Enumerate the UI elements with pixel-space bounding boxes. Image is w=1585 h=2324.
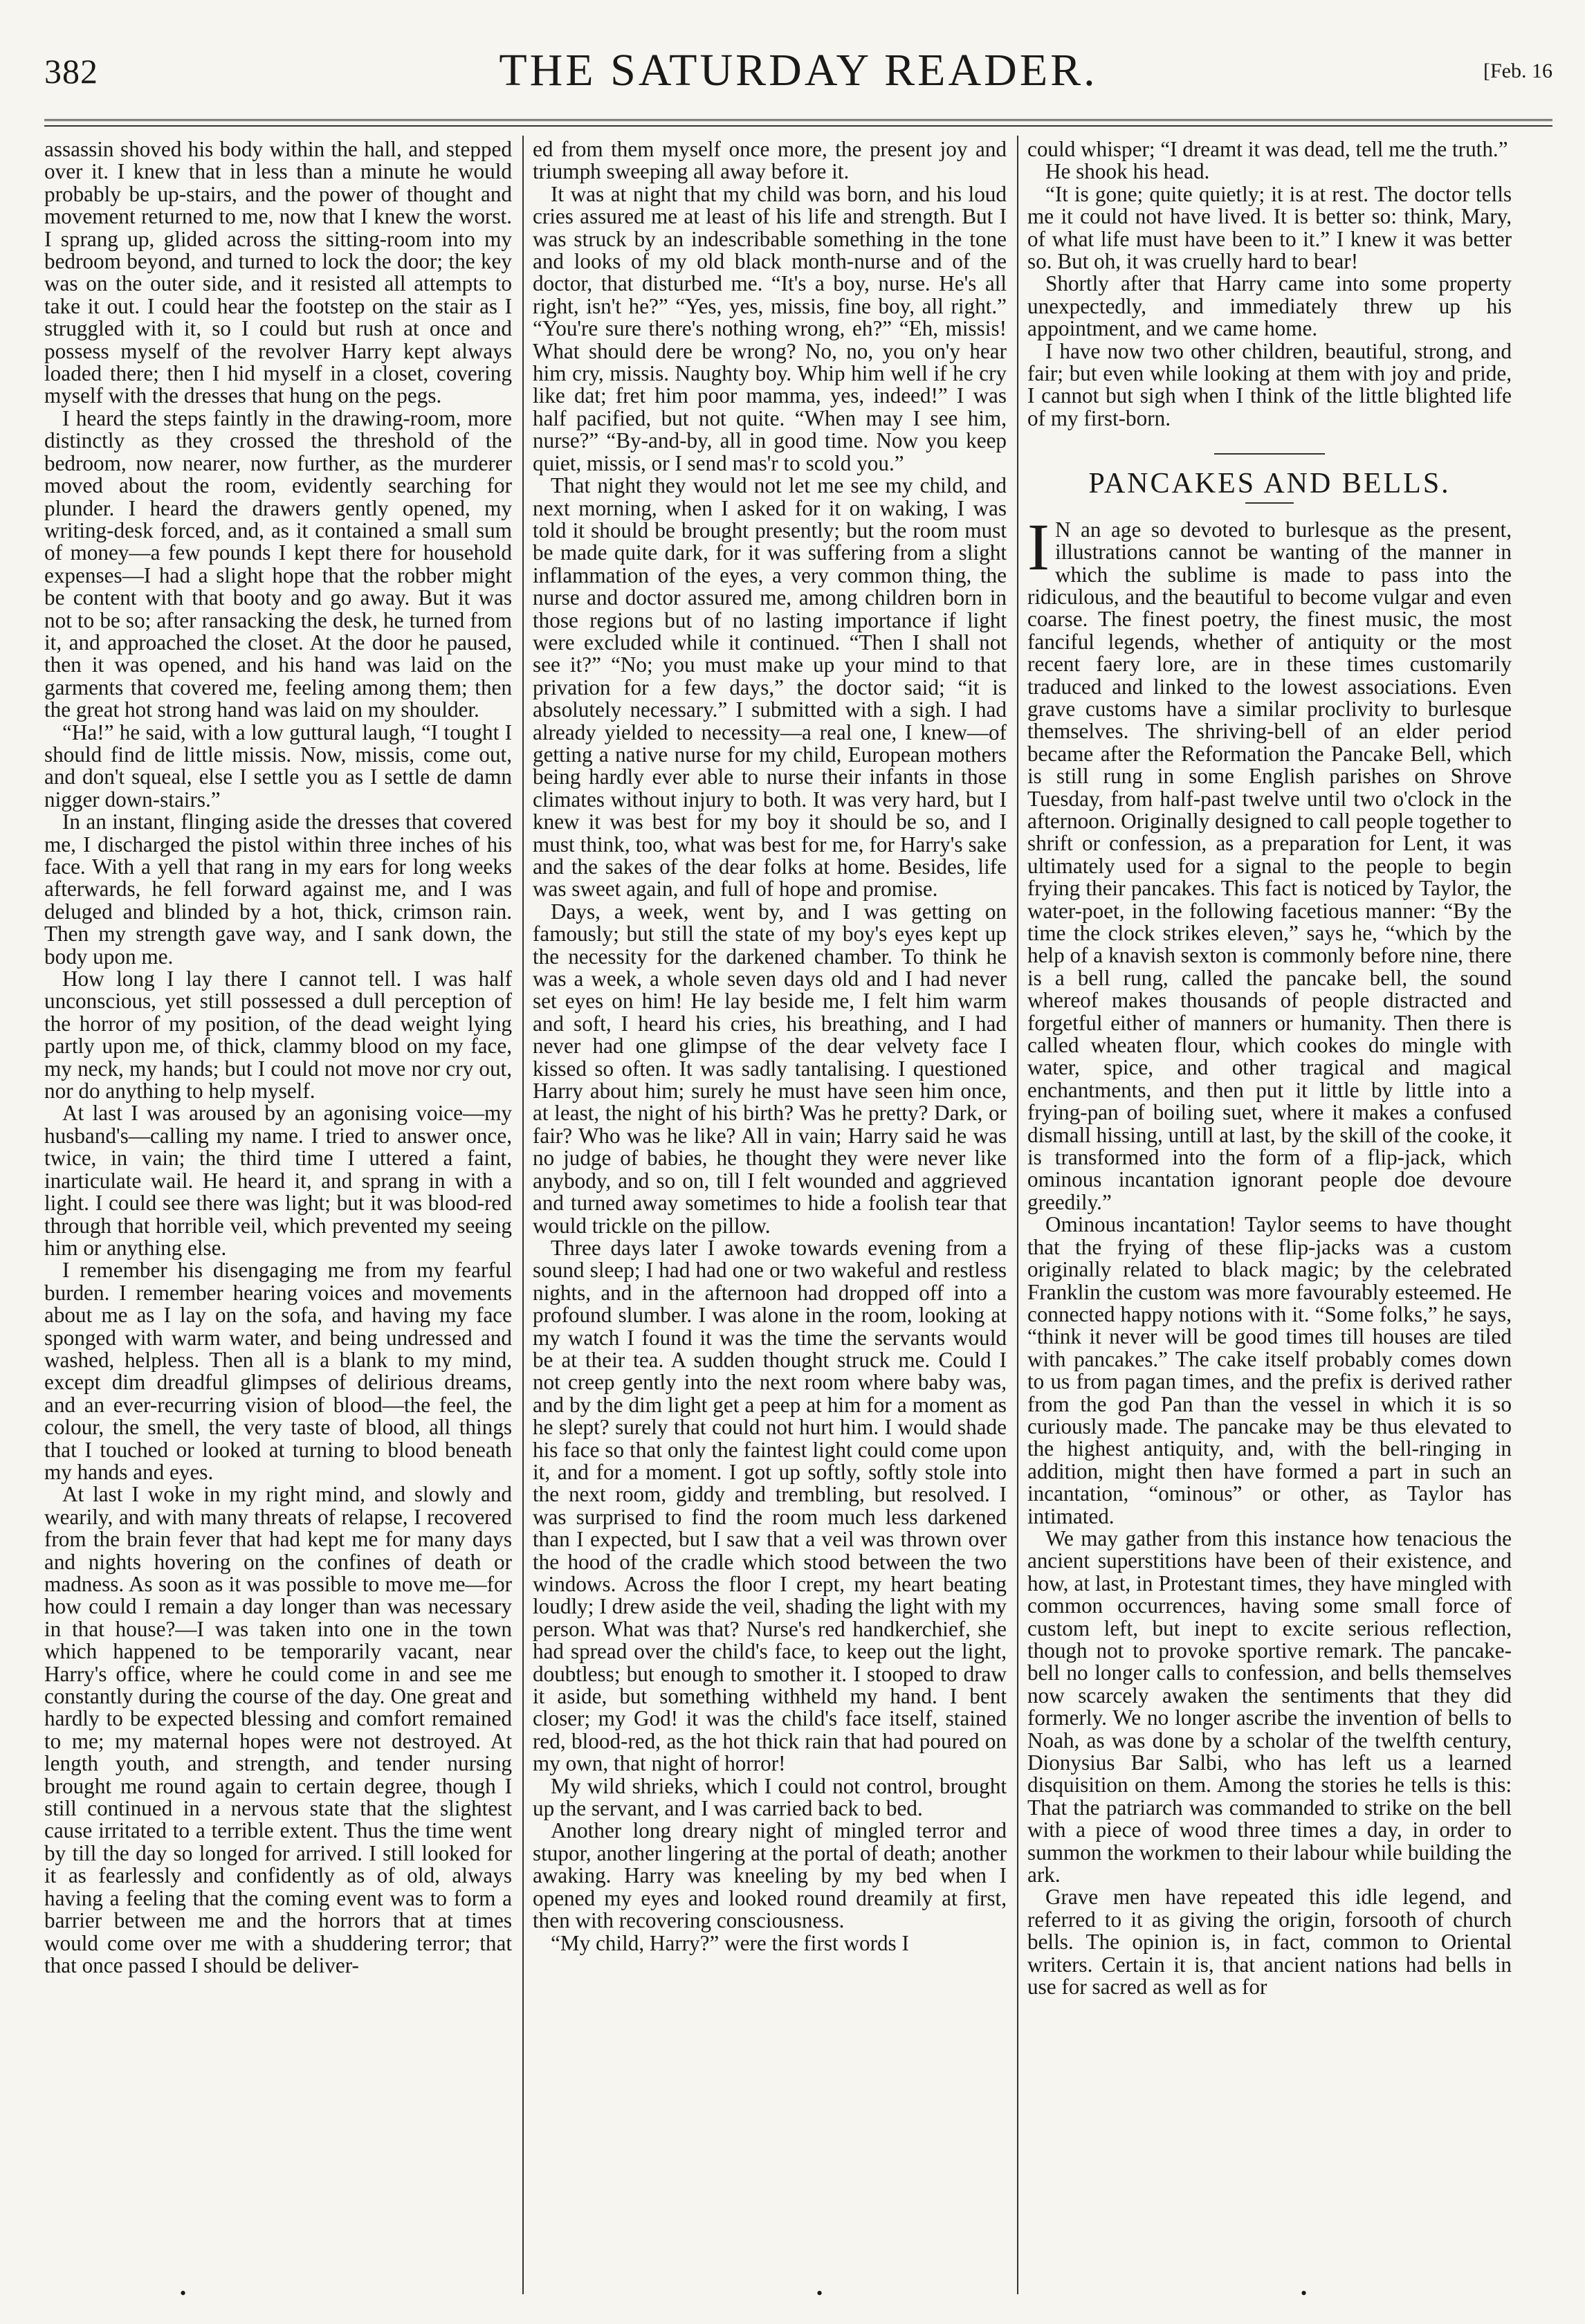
masthead xyxy=(44,42,1552,104)
paragraph: Ominous incantation! Taylor seems to have thought that the frying of these flip-jacks was a custom originally related to black magic; by the celebrated Franklin the custom was more favourably esteemed. He connected happy notions with it. “Some folks,” he says, “think it never will be good times till houses are tiled with pancakes.” The cake itself probably comes down to us from pagan times, and the prefix is derived rather from the god Pan than the vessel in which it is so curiously made. The pancake may be thus elevated to the highest antiquity, and, with the bell-ringing in addition, might then have formed a part in such an incantation, “ominous” or other, as Taylor has intimated. xyxy=(1027,1212,1512,1528)
paragraph: In an instant, flinging aside the dresses that covered me, I discharged the pistol within three inches of his face. With a yell that rang in my ears for long weeks afterwards, he fell forward against me, and I was deluged and blinded by a hot, thick, crimson rain. Then my strength gave way, and I sank down, the body upon me. xyxy=(44,809,512,969)
paragraph: He shook his head. xyxy=(1045,159,1210,184)
paragraph: assassin shoved his body within the hall, and stepped over it. I knew that in less than a minute he would probably be up-stairs, and the power of thought and movement returned to me, now that I knew the worst. I sprang up, glided across the sitting-room into my bedroom beyond, and turned to lock the door; the key was on the outer side, and it resisted all attempts to take it out. I could hear the footstep on the stair as I struggled with it, so I could but rush at once and possess myself of the revolver Harry kept always loaded there; then I hid myself in a closet, covering myself with the dresses that hung on the pegs. xyxy=(44,138,512,408)
column-rule xyxy=(522,136,524,2294)
paragraph: Shortly after that Harry came into some property unexpectedly, and immediately threw up his appointment, and we came home. xyxy=(1027,271,1512,341)
paragraph xyxy=(1027,509,1512,1214)
title-rule xyxy=(1245,502,1294,504)
paragraph: Days, a week, went by, and I was getting on famously; but still the state of my boy's eyes kept up the necessity for the darkened chamber. To think he was a week, a whole seven days old and I had never set eyes on him! He lay beside me, I felt him warm and soft, I heard his cries, his breathing, and I had never had one glimpse of the dear velvety face I kissed so often. It was sadly tantalising. I questioned Harry about him; surely he must have seen him once, at least, the night of his birth? Was he pretty? Dark, or fair? Who was he like? All in vain; Harry said he was no judge of babies, he thought they were never like anybody, and so on, till I felt wounded and aggrieved and turned away sometimes to hide a foolish tear that would trickle on the pillow. xyxy=(533,899,1007,1238)
issue-date: [Feb. 16 xyxy=(1483,60,1552,82)
paragraph: How long I lay there I cannot tell. I was half unconscious, yet still possessed a dull perception of the horror of my position, of the dead weight lying partly upon me, of thick, clammy blood on my face, my neck, my hands; but I could not move nor cry out, nor do anything to help myself. xyxy=(44,967,512,1104)
paragraph: “My child, Harry?” were the first words I xyxy=(551,1930,909,1955)
paragraph: “Ha!” he said, with a low guttural laugh, “I tought I should find de little missis. Now, missis, come out, and don't squeal, else I settle you as I settle de damn nigger down-stairs.” xyxy=(44,720,512,812)
paragraph: At last I was aroused by an agonising voice—my husband's—calling my name. I tried to answer once, twice, in vain; the third time I uttered a faint, inarticulate wail. He heard it, and sprang in with a light. I could see there was light; but it was blood-red through that horrible veil, which prevented my seeing him or anything else. xyxy=(44,1101,512,1260)
bottom-dot: • xyxy=(180,2283,187,2303)
paragraph-text: N an age so devoted to burlesque as the present, illustrations cannot be wanting of the manner in which the sublime is made to pass into the ridiculous, and the beautiful to become vulgar and even coarse. The finest poetry, the finest music, the most fanciful legends, whether of antiquity or the most recent faery lore, are in these times customarily traduced and linked to the lowest associations. Even grave customs have a similar proclivity to burlesque themselves. The shriving-bell of an elder period became after the Reformation the Pancake Bell, which is still rung in some English parishes on Shrove Tuesday, from half-past twelve until two o'clock in the afternoon. Originally designed to call people together to shrift or confession, as a preparation for Lent, it was ultimately used for a signal to the people to begin frying their pancakes. This fact is noticed by Taylor, the water-poet, in the following facetious manner: “By the time the clock strikes eleven,” says he, “which by the help of a knavish sexton is commonly before nine, there is a bell rung, called the pancake bell, the sound whereof makes thousands of people distracted and forgetful either of manners or humanity. Then there is called wheaten flour, which cookes do mingle with water, spice, and other tragical and magical enchantments, and then put it little by little into a frying-pan of boiling suet, where it makes a confused dismall hissing, untill at last, by the skill of the cooke, it is transformed into the form of a flip-jack, which ominous incantation ignorant people doe devoure greedily.” xyxy=(1027,517,1512,1214)
paragraph: could whisper; “I dreamt it was dead, tell me the truth.” xyxy=(1027,138,1508,161)
section-divider xyxy=(1214,453,1325,455)
paragraph: Grave men have repeated this idle legend, and referred to it as giving the origin, forsooth of church bells. The opinion is, in fact, common to Oriental writers. Certain it is, that ancient nations had bells in use for sacred as well as for xyxy=(1027,1885,1512,2000)
paragraph: It was at night that my child was born, and his loud cries assured me at least of his life and strength. But I was struck by an indescribable something in the tone and looks of my old black month-nurse and of the doctor, that disturbed me. “It's a boy, nurse. He's all right, isn't he?” “Yes, yes, missis, fine boy, all right.” “You're sure there's nothing wrong, eh?” “Eh, missis! What should dere be wrong? No, no, you on'y hear him cry, missis. Naughty boy. Whip him well if he cry like dat; fret him poor mamma, yes, indeed!” I was half pacified, but not quite. “When may I see him, nurse?” “By-and-by, all in good time. Now you keep quiet, missis, or I send mas'r to scold you.” xyxy=(533,181,1007,475)
drop-cap: I xyxy=(1027,509,1050,584)
paragraph: My wild shrieks, which I could not control, brought up the servant, and I was carried back to bed. xyxy=(533,1773,1007,1821)
article-title: PANCAKES AND BELLS. xyxy=(1088,468,1451,500)
column-right xyxy=(1027,138,1512,2290)
paragraph: I heard the steps faintly in the drawing-room, more distinctly as they crossed the threshold of the bedroom, now nearer, now further, as the murderer moved about the room, evidently searching for plunder. I heard the drawers gently opened, my writing-desk forced, and, as it contained a small sum of money—a few pounds I kept there for household expenses—I had a slight hope that the robber might be content with that booty and go away. But it was not to be so; after ransacking the desk, he turned from it, and approached the closet. At the door he paused, then it was opened, and his hand was laid on the garments that covered me, feeling among them; then the great hot strong hand was laid on my shoulder. xyxy=(44,405,512,722)
paragraph: At last I woke in my right mind, and slowly and wearily, and with many threats of relapse, I recovered from the brain fever that had kept me for many days and nights hovering on the confines of death or madness. As soon as it was possible to move me—for how could I remain a day longer than was necessary in that house?—I was taken into one in the town which happened to be temporarily vacant, near Harry's office, where he could come in and see me constantly during the course of the day. One great and hardly to be expected blessing and comfort remained to me; my maternal hopes were not destroyed. At length youth, and strength, and tender nursing brought me round again to certain degree, though I still continued in a nervous state that the slightest cause irritated to a terrible extent. Thus the time went by till the day so longed for arrived. I still looked for it as fearlessly and confidently as of old, always having a feeling that the coming event was to form a barrier between me and the horrors that at times would come over me with a shuddering terror; that that once passed I should be deliver- xyxy=(44,1482,512,1977)
paragraph: I remember his disengaging me from my fearful burden. I remember hearing voices and movements about me as I lay on the sofa, and having my face sponged with warm water, and being undressed and washed, helpless. Then all is a blank to my mind, except dim dreadful glimpses of delirious dreams, and an ever-recurring vision of blood—the feel, the colour, the smell, the very taste of blood, all things that I touched or looked at turning to blood beneath my hands and eyes. xyxy=(44,1258,512,1484)
paragraph: Three days later I awoke towards evening from a sound sleep; I had had one or two wakeful and restless nights, and in the afternoon had dropped off into a profound slumber. I was alone in the room, looking at my watch I found it was the time the servants would be at their tea. A sudden thought struck me. Could I not creep gently into the next room where baby was, and by the dim light get a peep at him for a moment as he slept? surely that could not hurt him. I would shade his face so that only the faintest light could come upon it, and for a moment. I got up softly, softly stole into the next room, giddy and trembling, but resolved. I was surprised to find the room much less darkened than I expected, but I saw that a veil was thrown over the hood of the cradle which stood between the two windows. Across the floor I crept, my heart beating loudly; I drew aside the veil, shading the light with my person. What was that? Nurse's red handkerchief, she had spread over the child's face, to keep out the light, doubtless; but enough to smother it. I stooped to draw it aside, but something withheld my hand. I bent closer; my God! it was the child's face itself, stained red, blood-red, as the hot thick rain that had poured on my own, that night of horror! xyxy=(533,1235,1007,1776)
bottom-dot: • xyxy=(816,2283,823,2303)
paragraph: ed from them myself once more, the present joy and triumph sweeping all away before it. xyxy=(533,138,1007,184)
masthead-rule xyxy=(44,119,1552,127)
paragraph: “It is gone; quite quietly; it is at rest. The doctor tells me it could not have lived. It is better so: think, Mary, of what life must have been to it.” I knew it was better so. But oh, it was cruelly hard to bear! xyxy=(1027,181,1512,274)
page-number: 382 xyxy=(44,52,98,91)
column-middle xyxy=(533,138,1007,2290)
paper-title: THE SATURDAY READER. xyxy=(499,45,1098,95)
paragraph: I have now two other children, beautiful, strong, and fair; but even while looking at them with joy and pride, I cannot but sigh when I think of the little blighted life of my first-born. xyxy=(1027,338,1512,430)
bottom-dot: • xyxy=(1301,2283,1308,2303)
paragraph: We may gather from this instance how tenacious the ancient superstitions have been of their existence, and how, at last, in Protestant times, they have mingled with common occurrences, having some small force of custom left, but inept to excite serious reflection, though not to provoke sportive remark. The pancake-bell no longer calls to confession, and bells themselves now scarcely awaken the sentiments that they did formerly. We no longer ascribe the invention of bells to Noah, as was done by a scholar of the twelfth century, Dionysius Bar Salbi, who has left us a learned disquisition on them. Among the stories he tells is this: That the patriarch was commanded to strike on the bell with a piece of wood three times a day, in order to summon the workmen to their labour while building the ark. xyxy=(1027,1526,1512,1887)
paragraph: That night they would not let me see my child, and next morning, when I asked for it on waking, I was told it should be brought presently; but the room must be made quite dark, for it was suffering from a slight inflammation of the eyes, a very common thing, the nurse and doctor assured me, among children born in those regions but of no lasting importance if light were excluded while it continued. “Then I shall not see it?” “No; you must make up your mind to that privation for a few days,” the doctor said; “it is absolutely necessary.” I submitted with a sigh. I had already yielded to necessity—a real one, I knew—of getting a native nurse for my child, European mothers being hardly ever able to nurse their infants in those climates without injury to both. It was very hard, but I knew it was best for my boy it should be so, and I must think, too, what was best for me, for Harry's sake and the sakes of the dear folks at home. Besides, life was sweet again, and full of hope and promise. xyxy=(533,473,1007,902)
column-left xyxy=(44,138,512,2290)
column-rule xyxy=(1017,136,1018,2294)
paragraph: Another long dreary night of mingled terror and stupor, another lingering at the portal of death; another awaking. Harry was kneeling by my bed when I opened my eyes and looked round dreamily at first, then with recovering consciousness. xyxy=(533,1818,1007,1933)
